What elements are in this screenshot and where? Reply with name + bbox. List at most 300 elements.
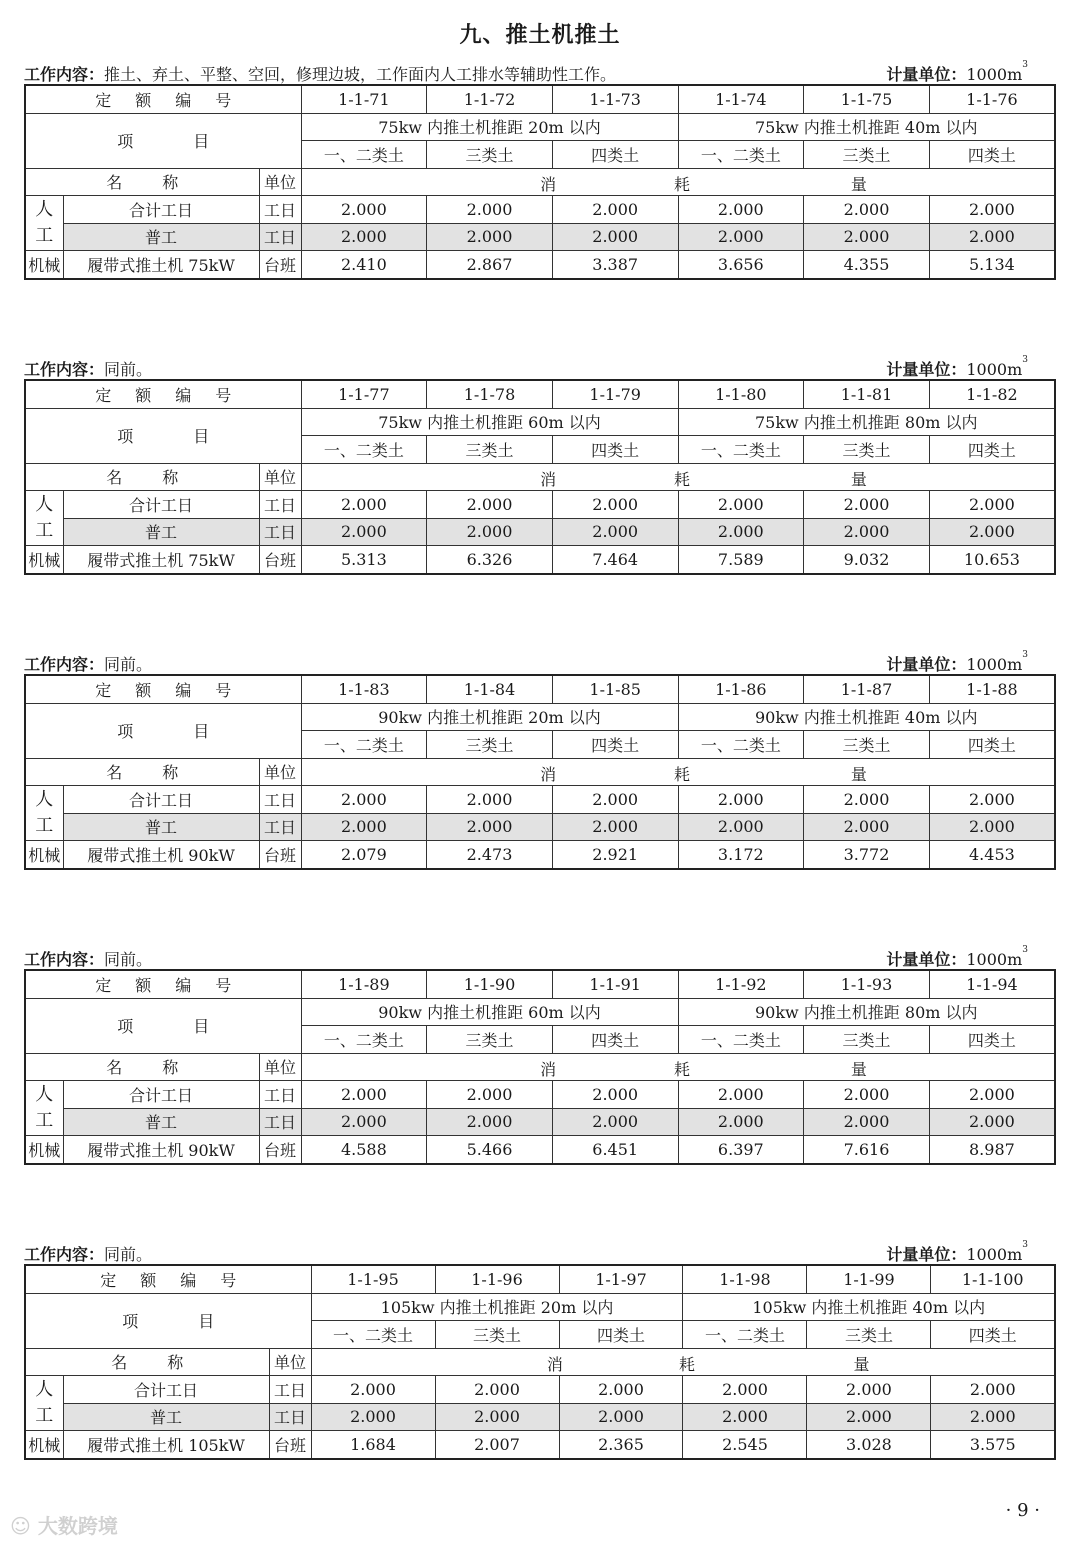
row-name: 普工 [63, 223, 259, 251]
value-cell: 8.987 [929, 1136, 1055, 1164]
value-cell: 2.000 [678, 786, 804, 814]
consumption-char: 量 [850, 1059, 867, 1079]
table-row [25, 813, 1055, 841]
value-cell: 2.000 [929, 813, 1055, 841]
value-cell: 6.326 [427, 546, 553, 574]
row-name: 普工 [63, 813, 259, 841]
table-row [25, 546, 1055, 574]
consumption-header [301, 758, 1055, 786]
value-cell: 2.000 [301, 786, 427, 814]
work-content-text: 同前。 [104, 655, 153, 674]
measure-unit: 计量单位：$1000m^3$ [886, 650, 1028, 674]
group-header: 75kw 内推土机推距 40m 以内 [678, 113, 1055, 141]
soil-type: 三类土 [804, 1026, 930, 1054]
value-cell: 2.000 [427, 223, 553, 251]
table-row [25, 1376, 1055, 1404]
quota-code: 1-1-100 [931, 1265, 1055, 1293]
group-row [25, 408, 1055, 436]
work-content: 工作内容：推土、弃土、平整、空回，修理边坡，工作面内人工排水等辅助性工作。 [24, 65, 617, 84]
value-cell: 2.000 [552, 223, 678, 251]
value-cell: 2.000 [435, 1403, 559, 1431]
value-cell: 2.000 [929, 518, 1055, 546]
group-row [25, 113, 1055, 141]
quota-number-header: 定额编号 [25, 675, 301, 703]
row-name: 普工 [63, 518, 259, 546]
group-header: 90kw 内推土机推距 80m 以内 [678, 998, 1055, 1026]
measure-unit-label: 计量单位 [886, 65, 951, 84]
machine-category: 机械 [25, 841, 63, 869]
value-cell: 2.000 [552, 196, 678, 224]
value-cell: 5.134 [929, 251, 1055, 279]
soil-type: 一、二类土 [301, 1026, 427, 1054]
name-header: 名称 [25, 463, 259, 491]
measure-unit-value: 1000m [966, 65, 1023, 84]
machine-category: 机械 [25, 1136, 63, 1164]
quota-code: 1-1-77 [301, 380, 427, 408]
measure-unit-label: 计量单位 [886, 1245, 951, 1264]
code-row [25, 85, 1055, 113]
value-cell: 2.000 [435, 1376, 559, 1404]
measure-unit-label: 计量单位 [886, 950, 951, 969]
page-number: · 9 · [1005, 1500, 1040, 1521]
consumption-char: 消 [540, 469, 557, 489]
row-unit: 工日 [259, 786, 301, 814]
group-header: 105kw 内推土机推距 20m 以内 [311, 1293, 683, 1321]
consumption-char: 消 [540, 1059, 557, 1079]
quota-section [24, 652, 1056, 870]
consumption-char: 消 [540, 174, 557, 194]
quota-code: 1-1-99 [807, 1265, 931, 1293]
quota-table [24, 674, 1056, 870]
quota-code: 1-1-72 [427, 85, 553, 113]
column-header-row [25, 758, 1055, 786]
value-cell: 2.365 [559, 1431, 683, 1459]
row-name: 履带式推土机 75kW [63, 251, 259, 279]
unit-header: 单位 [259, 1053, 301, 1081]
group-header: 75kw 内推土机推距 20m 以内 [301, 113, 678, 141]
row-name: 普工 [63, 1403, 269, 1431]
soil-type: 四类土 [929, 436, 1055, 464]
column-header-row [25, 1348, 1055, 1376]
labor-category: 人工 [25, 1081, 63, 1136]
page-title: 九、推土机推土 [459, 23, 621, 48]
value-cell: 2.000 [678, 1081, 804, 1109]
soil-type: 四类土 [552, 1026, 678, 1054]
quota-code: 1-1-86 [678, 675, 804, 703]
value-cell: 2.000 [552, 786, 678, 814]
section-header [24, 357, 1056, 379]
quota-code: 1-1-91 [552, 970, 678, 998]
quota-section [24, 1242, 1056, 1460]
soil-type: 一、二类土 [678, 141, 804, 169]
value-cell: 2.000 [678, 491, 804, 519]
consumption-char: 耗 [674, 1059, 691, 1079]
work-content-label: 工作内容 [24, 360, 89, 379]
quota-section [24, 62, 1056, 280]
row-unit: 工日 [259, 491, 301, 519]
value-cell: 2.000 [931, 1403, 1055, 1431]
watermark-text: 大数跨境 [37, 1514, 118, 1538]
row-unit: 工日 [269, 1403, 311, 1431]
value-cell: 10.653 [929, 546, 1055, 574]
quota-section [24, 947, 1056, 1165]
value-cell: 2.000 [427, 786, 553, 814]
item-header: 项目 [25, 703, 301, 758]
row-name: 合计工日 [63, 1376, 269, 1404]
column-header-row [25, 168, 1055, 196]
unit-header: 单位 [259, 463, 301, 491]
soil-type: 四类土 [559, 1321, 683, 1349]
work-content: 工作内容：同前。 [24, 360, 153, 379]
soil-type: 三类土 [804, 436, 930, 464]
group-header: 105kw 内推土机推距 40m 以内 [683, 1293, 1055, 1321]
machine-category: 机械 [25, 1431, 63, 1459]
row-unit: 台班 [259, 1136, 301, 1164]
value-cell: 2.000 [804, 223, 930, 251]
column-header-row [25, 1053, 1055, 1081]
table-row [25, 1136, 1055, 1164]
quota-code: 1-1-89 [301, 970, 427, 998]
quota-code: 1-1-98 [683, 1265, 807, 1293]
quota-table [24, 84, 1056, 280]
group-header: 75kw 内推土机推距 60m 以内 [301, 408, 678, 436]
value-cell: 2.000 [301, 196, 427, 224]
value-cell: 5.466 [427, 1136, 553, 1164]
row-name: 合计工日 [63, 1081, 259, 1109]
value-cell: 6.451 [552, 1136, 678, 1164]
value-cell: 7.589 [678, 546, 804, 574]
value-cell: 2.000 [301, 813, 427, 841]
soil-type: 四类土 [929, 1026, 1055, 1054]
value-cell: 2.410 [301, 251, 427, 279]
table-row [25, 223, 1055, 251]
quota-code: 1-1-71 [301, 85, 427, 113]
soil-type: 四类土 [929, 141, 1055, 169]
consumption-header [301, 1053, 1055, 1081]
quota-code: 1-1-93 [804, 970, 930, 998]
group-header: 90kw 内推土机推距 20m 以内 [301, 703, 678, 731]
quota-table [24, 1264, 1056, 1460]
column-header-row [25, 463, 1055, 491]
value-cell: 2.000 [683, 1403, 807, 1431]
section-header [24, 1242, 1056, 1264]
row-name: 合计工日 [63, 196, 259, 224]
consumption-char: 耗 [679, 1354, 696, 1374]
soil-type: 三类土 [427, 1026, 553, 1054]
unit-header: 单位 [259, 758, 301, 786]
value-cell: 5.313 [301, 546, 427, 574]
value-cell: 2.000 [301, 1081, 427, 1109]
group-header: 75kw 内推土机推距 80m 以内 [678, 408, 1055, 436]
work-content-label: 工作内容 [24, 950, 89, 969]
section-header [24, 62, 1056, 84]
value-cell: 2.000 [678, 223, 804, 251]
row-name: 合计工日 [63, 491, 259, 519]
quota-code: 1-1-83 [301, 675, 427, 703]
code-row [25, 1265, 1055, 1293]
row-unit: 台班 [259, 841, 301, 869]
value-cell: 3.575 [931, 1431, 1055, 1459]
measure-unit-sup: 3 [1022, 945, 1028, 955]
soil-type: 四类土 [929, 731, 1055, 759]
soil-type: 四类土 [931, 1321, 1055, 1349]
quota-code: 1-1-94 [929, 970, 1055, 998]
soil-type: 四类土 [552, 436, 678, 464]
quota-code: 1-1-75 [804, 85, 930, 113]
value-cell: 3.172 [678, 841, 804, 869]
soil-type: 一、二类土 [683, 1321, 807, 1349]
value-cell: 2.545 [683, 1431, 807, 1459]
code-row [25, 380, 1055, 408]
work-content-label: 工作内容 [24, 65, 89, 84]
quota-code: 1-1-88 [929, 675, 1055, 703]
value-cell: 7.464 [552, 546, 678, 574]
row-unit: 台班 [269, 1431, 311, 1459]
section-header [24, 652, 1056, 674]
work-content: 工作内容：同前。 [24, 950, 153, 969]
table-row [25, 196, 1055, 224]
value-cell: 2.000 [559, 1376, 683, 1404]
value-cell: 2.000 [929, 223, 1055, 251]
quota-code: 1-1-76 [929, 85, 1055, 113]
quota-number-header: 定额编号 [25, 970, 301, 998]
quota-code: 1-1-84 [427, 675, 553, 703]
value-cell: 3.656 [678, 251, 804, 279]
labor-category: 人工 [25, 1376, 63, 1431]
value-cell: 4.355 [804, 251, 930, 279]
consumption-char: 耗 [674, 174, 691, 194]
value-cell: 2.000 [427, 1081, 553, 1109]
measure-unit-value: 1000m [966, 1245, 1023, 1264]
quota-number-header: 定额编号 [25, 85, 301, 113]
group-header: 90kw 内推土机推距 60m 以内 [301, 998, 678, 1026]
section-header [24, 947, 1056, 969]
value-cell: 2.000 [929, 786, 1055, 814]
table-row [25, 251, 1055, 279]
consumption-char: 消 [540, 764, 557, 784]
unit-header: 单位 [269, 1348, 311, 1376]
value-cell: 2.000 [804, 1081, 930, 1109]
row-name: 普工 [63, 1108, 259, 1136]
value-cell: 2.000 [552, 491, 678, 519]
value-cell: 3.387 [552, 251, 678, 279]
quota-code: 1-1-79 [552, 380, 678, 408]
row-name: 履带式推土机 90kW [63, 841, 259, 869]
work-content: 工作内容：同前。 [24, 655, 153, 674]
quota-code: 1-1-80 [678, 380, 804, 408]
measure-unit-label: 计量单位 [886, 360, 951, 379]
table-row [25, 518, 1055, 546]
row-unit: 台班 [259, 546, 301, 574]
quota-code: 1-1-92 [678, 970, 804, 998]
work-content-text: 推土、弃土、平整、空回，修理边坡，工作面内人工排水等辅助性工作。 [104, 65, 617, 84]
measure-unit-sup: 3 [1022, 1240, 1028, 1250]
value-cell: 2.000 [427, 813, 553, 841]
labor-category: 人工 [25, 196, 63, 251]
work-content-label: 工作内容 [24, 1245, 89, 1264]
value-cell: 2.000 [301, 223, 427, 251]
table-row [25, 841, 1055, 869]
value-cell: 2.867 [427, 251, 553, 279]
quota-code: 1-1-73 [552, 85, 678, 113]
soil-type: 一、二类土 [678, 436, 804, 464]
value-cell: 2.000 [804, 1108, 930, 1136]
measure-unit-value: 1000m [966, 655, 1023, 674]
value-cell: 2.000 [804, 491, 930, 519]
quota-code: 1-1-90 [427, 970, 553, 998]
measure-unit-sup: 3 [1022, 650, 1028, 660]
quota-table [24, 969, 1056, 1165]
soil-type: 四类土 [552, 731, 678, 759]
quota-table [24, 379, 1056, 575]
soil-type: 三类土 [804, 141, 930, 169]
soil-type: 一、二类土 [678, 731, 804, 759]
soil-type: 三类土 [807, 1321, 931, 1349]
quota-code: 1-1-96 [435, 1265, 559, 1293]
work-content-text: 同前。 [104, 950, 153, 969]
value-cell: 2.000 [427, 1108, 553, 1136]
value-cell: 2.000 [427, 491, 553, 519]
code-row [25, 675, 1055, 703]
quota-number-header: 定额编号 [25, 1265, 311, 1293]
table-row [25, 1081, 1055, 1109]
table-row [25, 1403, 1055, 1431]
consumption-char: 量 [850, 469, 867, 489]
value-cell: 2.000 [931, 1376, 1055, 1404]
value-cell: 2.000 [804, 518, 930, 546]
consumption-header [301, 168, 1055, 196]
work-content: 工作内容：同前。 [24, 1245, 153, 1264]
value-cell: 2.000 [929, 491, 1055, 519]
value-cell: 2.000 [552, 813, 678, 841]
soil-type: 一、二类土 [301, 731, 427, 759]
work-content-text: 同前。 [104, 1245, 153, 1264]
measure-unit-label: 计量单位 [886, 655, 951, 674]
group-row [25, 998, 1055, 1026]
watermark [10, 1510, 118, 1539]
group-header: 90kw 内推土机推距 40m 以内 [678, 703, 1055, 731]
name-header: 名称 [25, 758, 259, 786]
table-row [25, 491, 1055, 519]
measure-unit-sup: 3 [1022, 355, 1028, 365]
unit-header: 单位 [259, 168, 301, 196]
quota-code: 1-1-97 [559, 1265, 683, 1293]
machine-category: 机械 [25, 251, 63, 279]
row-unit: 工日 [259, 813, 301, 841]
value-cell: 2.000 [929, 1081, 1055, 1109]
name-header: 名称 [25, 1348, 269, 1376]
consumption-char: 量 [853, 1354, 870, 1374]
consumption-char: 耗 [674, 469, 691, 489]
value-cell: 2.000 [427, 196, 553, 224]
item-header: 项目 [25, 1293, 311, 1348]
quota-code: 1-1-95 [311, 1265, 435, 1293]
row-name: 履带式推土机 90kW [63, 1136, 259, 1164]
consumption-header [311, 1348, 1055, 1376]
item-header: 项目 [25, 998, 301, 1053]
group-row [25, 1293, 1055, 1321]
item-header: 项目 [25, 113, 301, 168]
measure-unit: 计量单位：$1000m^3$ [886, 60, 1028, 84]
value-cell: 2.000 [559, 1403, 683, 1431]
value-cell: 2.000 [311, 1403, 435, 1431]
value-cell: 2.000 [804, 813, 930, 841]
quota-section [24, 357, 1056, 575]
name-header: 名称 [25, 1053, 259, 1081]
value-cell: 2.000 [678, 1108, 804, 1136]
value-cell: 2.000 [552, 518, 678, 546]
row-unit: 工日 [259, 518, 301, 546]
value-cell: 2.000 [678, 813, 804, 841]
row-unit: 工日 [259, 196, 301, 224]
value-cell: 3.028 [807, 1431, 931, 1459]
quota-number-header: 定额编号 [25, 380, 301, 408]
work-content-text: 同前。 [104, 360, 153, 379]
value-cell: 2.000 [552, 1108, 678, 1136]
group-row [25, 703, 1055, 731]
row-name: 合计工日 [63, 786, 259, 814]
soil-type: 四类土 [552, 141, 678, 169]
soil-type: 三类土 [427, 436, 553, 464]
measure-unit: 计量单位：$1000m^3$ [886, 355, 1028, 379]
row-name: 履带式推土机 105kW [63, 1431, 269, 1459]
labor-category: 人工 [25, 786, 63, 841]
value-cell: 1.684 [311, 1431, 435, 1459]
value-cell: 2.921 [552, 841, 678, 869]
row-unit: 工日 [269, 1376, 311, 1404]
soil-type: 三类土 [427, 141, 553, 169]
quota-code: 1-1-74 [678, 85, 804, 113]
soil-type: 一、二类土 [301, 436, 427, 464]
soil-type: 三类土 [804, 731, 930, 759]
soil-type: 一、二类土 [301, 141, 427, 169]
consumption-char: 量 [850, 174, 867, 194]
value-cell: 2.000 [311, 1376, 435, 1404]
measure-unit-value: 1000m [966, 950, 1023, 969]
value-cell: 2.000 [807, 1376, 931, 1404]
table-row [25, 1108, 1055, 1136]
quota-code: 1-1-78 [427, 380, 553, 408]
value-cell: 9.032 [804, 546, 930, 574]
labor-category: 人工 [25, 491, 63, 546]
consumption-char: 耗 [674, 764, 691, 784]
row-name: 履带式推土机 75kW [63, 546, 259, 574]
value-cell: 2.000 [678, 518, 804, 546]
row-unit: 工日 [259, 1081, 301, 1109]
value-cell: 2.000 [301, 518, 427, 546]
value-cell: 4.588 [301, 1136, 427, 1164]
soil-type: 三类土 [427, 731, 553, 759]
watermark-logo-icon: ☺ [10, 1514, 31, 1538]
code-row [25, 970, 1055, 998]
quota-code: 1-1-85 [552, 675, 678, 703]
consumption-header [301, 463, 1055, 491]
value-cell: 3.772 [804, 841, 930, 869]
value-cell: 2.000 [301, 491, 427, 519]
soil-type: 一、二类土 [678, 1026, 804, 1054]
row-unit: 工日 [259, 223, 301, 251]
soil-type: 三类土 [435, 1321, 559, 1349]
consumption-char: 量 [850, 764, 867, 784]
value-cell: 2.000 [929, 196, 1055, 224]
value-cell: 2.000 [807, 1403, 931, 1431]
value-cell: 6.397 [678, 1136, 804, 1164]
value-cell: 2.000 [552, 1081, 678, 1109]
row-unit: 工日 [259, 1108, 301, 1136]
value-cell: 2.079 [301, 841, 427, 869]
consumption-char: 消 [546, 1354, 563, 1374]
quota-code: 1-1-87 [804, 675, 930, 703]
